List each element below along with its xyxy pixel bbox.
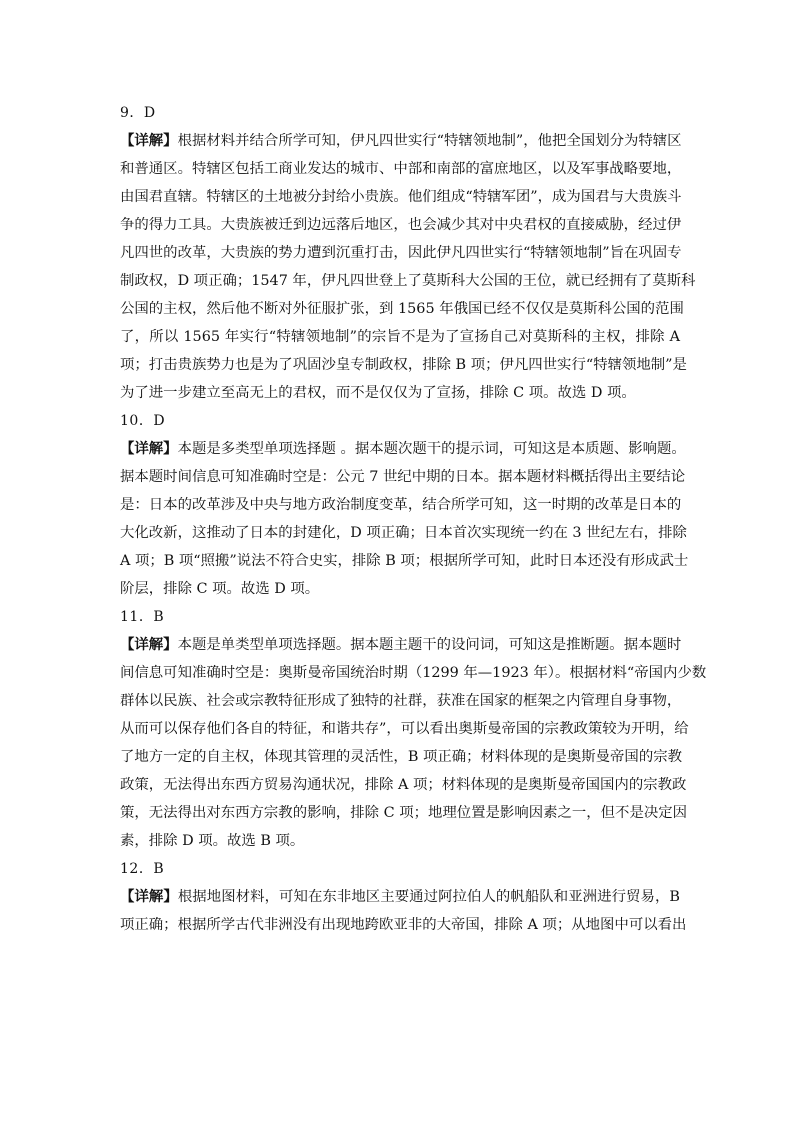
explanation-line: 了，所以 1565 年实行“特辖领地制”的宗旨不是为了宣扬自己对莫斯科的主权，排除 A — [120, 329, 680, 345]
explanation-line: 【详解】本题是多类型单项选择题 。据本题次题干的提示词，可知这是本质题、影响题。 — [120, 441, 686, 457]
explanation-line: 公国的主权，然后他不断对外征服扩张，到 1565 年俄国已经不仅仅是莫斯科公国的范围 — [120, 301, 684, 317]
explanation-line: 间信息可知准确时空是：奥斯曼帝国统治时期（1299 年—1923 年）。根据材料“帝国内少数 — [120, 665, 707, 681]
answer-number: 11．B — [120, 609, 165, 625]
explanation-line: 由国君直辖。特辖区的土地被分封给小贵族。他们组成“特辖军团”，成为国君与大贵族斗 — [120, 189, 682, 205]
answer-item-11 — [120, 603, 707, 855]
explanation-line: A 项；B 项“照搬”说法不符合史实，排除 B 项；根据所学可知，此时日本还没有形成武士 — [120, 553, 689, 569]
explanation-line: 争的得力工具。大贵族被迁到边远落后地区，也会减少其对中央君权的直接威胁，经过伊 — [120, 217, 682, 233]
detail-tag: 【详解】 — [120, 133, 178, 149]
explanation-line: 【详解】根据地图材料，可知在东非地区主要通过阿拉伯人的帆船队和亚洲进行贸易，B — [120, 889, 680, 905]
explanation-line: 项；打击贵族势力也是为了巩固沙皇专制政权，排除 B 项；伊凡四世实行“特辖领地制”是 — [120, 357, 687, 373]
explanation-line: 大化改新，这推动了日本的封建化，D 项正确；日本首次实现统一约在 3 世纪左右，排除 — [120, 525, 687, 541]
explanation-line: 是：日本的改革涉及中央与地方政治制度变革，结合所学可知，这一时期的改革是日本的 — [120, 497, 682, 513]
explanation-line: 【详解】根据材料并结合所学可知，伊凡四世实行“特辖领地制”，他把全国划分为特辖区 — [120, 133, 682, 149]
explanation-line: 凡四世的改革，大贵族的势力遭到沉重打击，因此伊凡四世实行“特辖领地制”旨在巩固专 — [120, 245, 682, 261]
explanation-line: 【详解】本题是单类型单项选择题。据本题主题干的设问词，可知这是推断题。据本题时 — [120, 637, 682, 653]
explanation-line: 阶层，排除 C 项。故选 D 项。 — [120, 581, 320, 597]
answer-item-12 — [120, 855, 687, 939]
explanation-line: 素，排除 D 项。故选 B 项。 — [120, 833, 305, 849]
detail-tag: 【详解】 — [120, 637, 178, 653]
detail-tag: 【详解】 — [120, 441, 178, 457]
explanation-line: 为了进一步建立至高无上的君权，而不是仅仅为了宣扬，排除 C 项。故选 D 项。 — [120, 385, 636, 401]
answer-item-9 — [120, 99, 696, 407]
answer-item-10 — [120, 407, 689, 603]
explanation-line: 制政权，D 项正确；1547 年，伊凡四世登上了莫斯科大公国的王位，就已经拥有了莫斯科 — [120, 273, 696, 289]
detail-tag: 【详解】 — [120, 889, 178, 905]
explanation-line: 策，无法得出对东西方宗教的影响，排除 C 项；地理位置是影响因素之一，但不是决定因 — [120, 805, 688, 821]
answer-number: 12．B — [120, 861, 165, 877]
answer-explanations — [120, 99, 707, 939]
explanation-line: 从而可以保存他们各自的特征，和谐共存”，可以看出奥斯曼帝国的宗教政策较为开明，给 — [120, 721, 689, 737]
explanation-line: 了地方一定的自主权，体现其管理的灵活性，B 项正确；材料体现的是奥斯曼帝国的宗教 — [120, 749, 682, 765]
explanation-line: 群体以民族、社会或宗教特征形成了独特的社群，获准在国家的框架之内管理自身事物， — [120, 693, 682, 709]
explanation-line: 项正确；根据所学古代非洲没有出现地跨欧亚非的大帝国，排除 A 项；从地图中可以看出 — [120, 917, 687, 933]
answer-number: 9．D — [120, 105, 156, 121]
explanation-line: 政策，无法得出东西方贸易沟通状况，排除 A 项；材料体现的是奥斯曼帝国国内的宗教政 — [120, 777, 687, 793]
explanation-line: 和普通区。特辖区包括工商业发达的城市、中部和南部的富庶地区，以及军事战略要地， — [120, 161, 682, 177]
explanation-line: 据本题时间信息可知准确时空是：公元 7 世纪中期的日本。据本题材料概括得出主要结论 — [120, 469, 686, 485]
answer-number: 10．D — [120, 413, 166, 429]
